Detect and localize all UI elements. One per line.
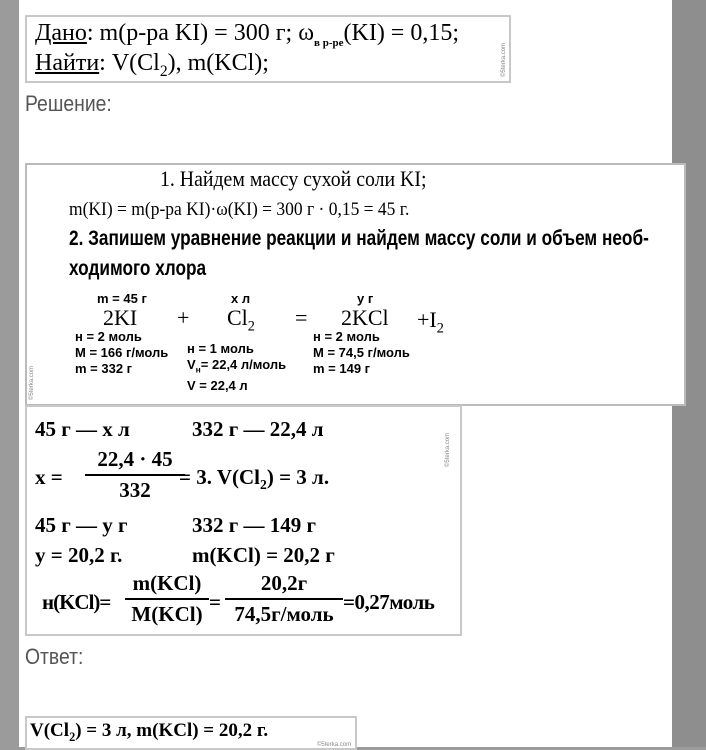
reaction-ki: m = 45 г 2KI н = 2 моль M = 166 г/моль m = 332 г — [75, 291, 169, 376]
n-fraction-1: m(KCl) M(KCl) — [125, 571, 209, 627]
watermark: ©5terka.com — [317, 742, 352, 748]
proportion-1a: 45 г — x л — [35, 417, 130, 441]
find-line: Найти: $V(Cl_2)$, m(KCl); — [35, 50, 269, 80]
step2-line2: ходимого хлора — [69, 257, 207, 280]
answer-text: $V(Cl_2) = 3$ л, m(KCl) = 20,2 г. — [30, 720, 269, 744]
calculation-image — [25, 405, 462, 636]
proportion-1b: 332 г — 22,4 л — [192, 417, 324, 441]
equals-sign: = — [295, 305, 308, 330]
solution-image — [25, 163, 686, 406]
reaction-i2: $+I_2$ — [417, 307, 444, 337]
answer-image — [25, 716, 357, 750]
n-equals: = — [209, 590, 221, 614]
mkcl-result: m(KCl) = 20,2 г — [192, 543, 335, 567]
given-image — [25, 15, 511, 83]
y-result: y = 20,2 г. — [35, 543, 123, 567]
proportion-2a: 45 г — y г — [35, 513, 128, 537]
x-fraction: 22,4 · 45 332 — [85, 447, 185, 503]
x-lhs: x = — [35, 465, 63, 489]
n-result: =0,27моль — [343, 590, 435, 614]
n-fraction-2: 20,2г 74,5г/моль — [225, 571, 343, 627]
reaction-kcl: y г 2KCl н = 2 моль M = 74,5 г/моль m = 149 г — [313, 291, 410, 376]
x-result: = 3. $V(Cl_2) = 3$ л. — [179, 465, 330, 493]
n-lhs: н(KCl)= — [42, 590, 111, 614]
watermark: ©5terka.com — [29, 365, 35, 400]
step1: 1. Найдем массу сухой соли KI; — [160, 166, 427, 191]
reaction-cl2: x л $Cl_2$ н = 1 моль $V_н= 22,4$ л/моль V = 22,4 л — [187, 291, 287, 393]
plus-sign: + — [177, 305, 190, 330]
given-line: Дано: m(р-ра KI) = 300 г; $\omega_{в р-ре}(KI) = 0,15$; — [35, 20, 460, 49]
step2-line1: 2. Запишем уравнение реакции и найдем массу соли и объем необ- — [69, 227, 649, 250]
watermark: ©5terka.com — [445, 432, 451, 467]
answer-label: Ответ: — [25, 644, 84, 669]
watermark: ©5terka.com — [501, 42, 507, 77]
proportion-2b: 332 г — 149 г — [192, 513, 317, 537]
step1-calc: m(KI) = m(р-ра KI)·ω(KI) = 300 г · 0,15 = 45 г. — [69, 199, 410, 220]
solution-label: Решение: — [25, 91, 112, 116]
